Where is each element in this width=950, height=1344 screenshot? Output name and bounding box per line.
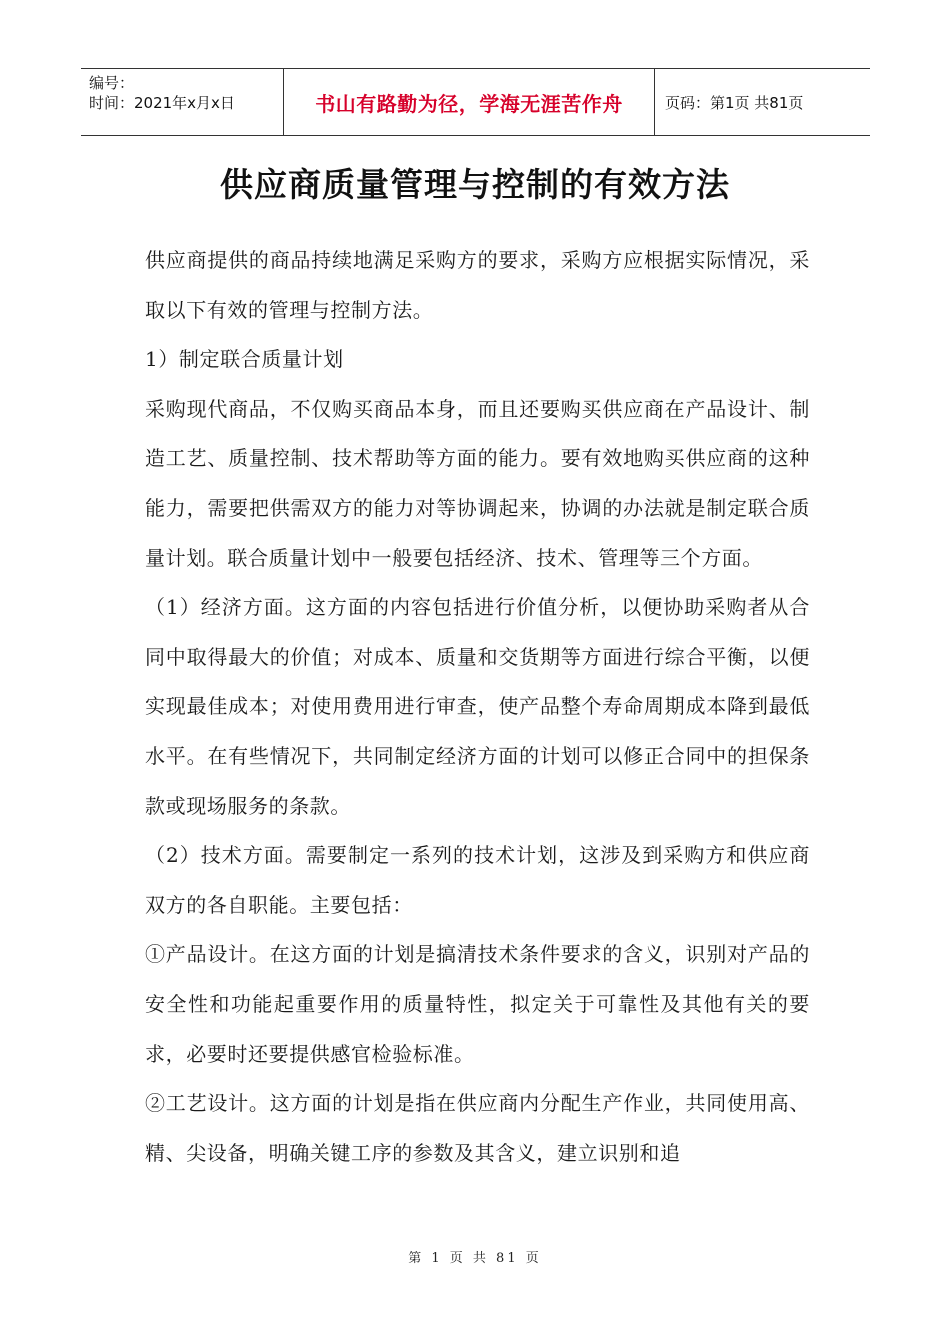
page-code-text: 页码：第1页 共81页 — [665, 93, 804, 112]
document-header — [81, 68, 870, 136]
page-title: 供应商质量管理与控制的有效方法 — [220, 165, 730, 204]
motto-cell — [283, 69, 655, 135]
motto-text: 书山有路勤为径，学海无涯苦作舟 — [315, 91, 623, 116]
page-code-cell — [655, 69, 870, 135]
paragraph-process-design: ②工艺设计。这方面的计划是指在供应商内分配生产作业，共同使用高、精、尖设备，明确关键工序的参数及其含义，建立识别和追 — [145, 1091, 810, 1165]
paragraph-product-design: ①产品设计。在这方面的计划是搞清技术条件要求的含义，识别对产品的安全性和功能起重要作用的质量特性，拟定关于可靠性及其他有关的要求，必要时还要提供感官检验标准。 — [145, 942, 810, 1066]
paragraph-heading-1: 1）制定联合质量计划 — [145, 347, 344, 372]
number-label: 编号： — [89, 74, 135, 92]
paragraph-technical: （2）技术方面。需要制定一系列的技术计划，这涉及到采购方和供应商双方的各自职能。主要包括： — [145, 843, 810, 917]
paragraph-economic: （1）经济方面。这方面的内容包括进行价值分析，以便协助采购者从合同中取得最大的价值；对成本、质量和交货期等方面进行综合平衡，以便实现最佳成本；对使用费用进行审查，使产品整个寿命周期成本降到最低水平。在有些情况下，共同制定经济方面的计划可以修正合同中的担保条款或现场服务的条款。 — [145, 595, 810, 818]
page-footer: 第 1 页 共 81 页 — [408, 1251, 542, 1266]
paragraph: 采购现代商品，不仅购买商品本身，而且还要购买供应商在产品设计、制造工艺、质量控制、技术帮助等方面的能力。要有效地购买供应商的这种能力，需要把供需双方的能力对等协调起来，协调的办法就是制定联合质量计划。联合质量计划中一般要包括经济、技术、管理等三个方面。 — [145, 396, 810, 570]
date-label: 时间：2021年x月x日 — [89, 94, 235, 112]
paragraph-intro: 供应商提供的商品持续地满足采购方的要求，采购方应根据实际情况，采取以下有效的管理与控制方法。 — [145, 248, 810, 322]
header-info-cell — [81, 69, 283, 135]
document-body — [145, 236, 810, 1178]
